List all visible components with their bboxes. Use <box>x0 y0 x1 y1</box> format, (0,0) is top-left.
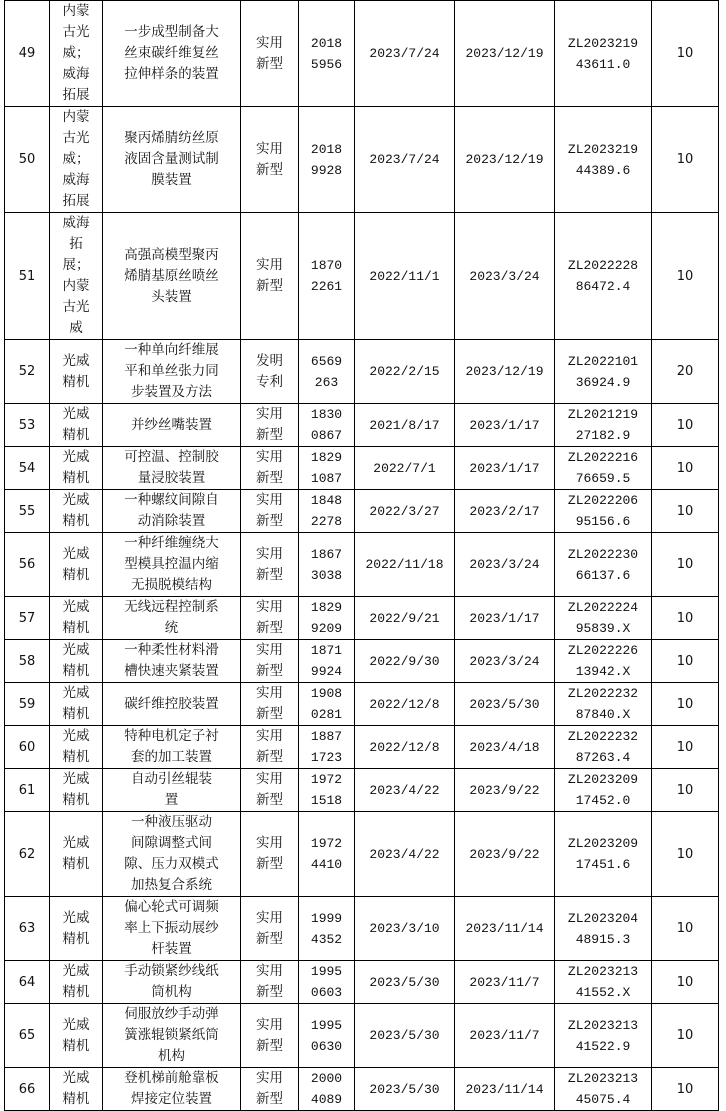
patent-name-cell: 一种螺纹间隙自 动消除装置 <box>103 490 241 533</box>
patent-name-cell: 碳纤维控胶装置 <box>103 683 241 726</box>
row-number-cell: 64 <box>5 961 50 1004</box>
fee-amount-cell: 10 <box>652 1004 719 1068</box>
application-date-cell: 2023/5/30 <box>355 1068 455 1111</box>
application-number-cell: 1829 9209 <box>299 597 355 640</box>
application-date-cell: 2022/9/30 <box>355 640 455 683</box>
patent-type-cell: 实用 新型 <box>241 404 299 447</box>
fee-amount-cell: 10 <box>652 640 719 683</box>
application-number-cell: 1999 4352 <box>299 897 355 961</box>
fee-amount-cell: 10 <box>652 213 719 340</box>
patent-name-cell: 伺服放纱手动弹 簧涨辊锁紧纸筒 机构 <box>103 1004 241 1068</box>
table-row <box>5 726 719 769</box>
fee-amount-cell: 10 <box>652 961 719 1004</box>
grant-date-cell: 2023/3/24 <box>455 533 555 597</box>
patent-holder-cell: 光威 精机 <box>50 404 103 447</box>
application-number-cell: 1867 3038 <box>299 533 355 597</box>
patent-type-cell: 实用 新型 <box>241 897 299 961</box>
grant-date-cell: 2023/11/14 <box>455 1068 555 1111</box>
table-row <box>5 533 719 597</box>
fee-amount-cell: 10 <box>652 769 719 812</box>
table-row <box>5 340 719 404</box>
patent-holder-cell: 光威 精机 <box>50 726 103 769</box>
patent-type-cell: 实用 新型 <box>241 533 299 597</box>
table-row <box>5 1 719 107</box>
patent-type-cell: 实用 新型 <box>241 640 299 683</box>
patent-type-cell: 实用 新型 <box>241 1 299 107</box>
patent-name-cell: 可控温、控制胶 量浸胶装置 <box>103 447 241 490</box>
table-row <box>5 961 719 1004</box>
certificate-number-cell: ZL2023219 44389.6 <box>555 107 652 213</box>
patent-type-cell: 实用 新型 <box>241 1068 299 1111</box>
patent-name-cell: 特种电机定子衬 套的加工装置 <box>103 726 241 769</box>
patent-holder-cell: 威海 拓 展； 内蒙 古光 威 <box>50 213 103 340</box>
patent-type-cell: 实用 新型 <box>241 812 299 897</box>
application-date-cell: 2023/4/22 <box>355 812 455 897</box>
table-row <box>5 404 719 447</box>
grant-date-cell: 2023/12/19 <box>455 340 555 404</box>
application-number-cell: 1995 0630 <box>299 1004 355 1068</box>
patent-name-cell: 高强高模型聚丙 烯腈基原丝喷丝 头装置 <box>103 213 241 340</box>
fee-amount-cell: 10 <box>652 533 719 597</box>
patent-type-cell: 实用 新型 <box>241 1004 299 1068</box>
patent-name-cell: 并纱丝嘴装置 <box>103 404 241 447</box>
patent-table <box>4 0 719 1111</box>
application-number-cell: 6569 263 <box>299 340 355 404</box>
table-row <box>5 683 719 726</box>
grant-date-cell: 2023/1/17 <box>455 404 555 447</box>
application-number-cell: 1972 1518 <box>299 769 355 812</box>
row-number-cell: 58 <box>5 640 50 683</box>
fee-amount-cell: 10 <box>652 107 719 213</box>
patent-holder-cell: 光威 精机 <box>50 447 103 490</box>
grant-date-cell: 2023/2/17 <box>455 490 555 533</box>
application-number-cell: 2018 5956 <box>299 1 355 107</box>
table-row <box>5 1004 719 1068</box>
patent-holder-cell: 光威 精机 <box>50 340 103 404</box>
application-number-cell: 2018 9928 <box>299 107 355 213</box>
application-number-cell: 1848 2278 <box>299 490 355 533</box>
row-number-cell: 56 <box>5 533 50 597</box>
application-date-cell: 2022/3/27 <box>355 490 455 533</box>
grant-date-cell: 2023/9/22 <box>455 769 555 812</box>
application-number-cell: 1871 9924 <box>299 640 355 683</box>
fee-amount-cell: 10 <box>652 812 719 897</box>
patent-type-cell: 实用 新型 <box>241 683 299 726</box>
patent-type-cell: 实用 新型 <box>241 597 299 640</box>
patent-type-cell: 实用 新型 <box>241 726 299 769</box>
patent-name-cell: 登机梯前舱靠板 焊接定位装置 <box>103 1068 241 1111</box>
patent-name-cell: 自动引丝辊装 置 <box>103 769 241 812</box>
certificate-number-cell: ZL2022216 76659.5 <box>555 447 652 490</box>
patent-holder-cell: 光威 精机 <box>50 683 103 726</box>
fee-amount-cell: 10 <box>652 683 719 726</box>
certificate-number-cell: ZL2022232 87840.X <box>555 683 652 726</box>
application-date-cell: 2022/2/15 <box>355 340 455 404</box>
grant-date-cell: 2023/3/24 <box>455 213 555 340</box>
grant-date-cell: 2023/1/17 <box>455 447 555 490</box>
grant-date-cell: 2023/11/7 <box>455 961 555 1004</box>
application-date-cell: 2023/5/30 <box>355 961 455 1004</box>
fee-amount-cell: 10 <box>652 404 719 447</box>
grant-date-cell: 2023/9/22 <box>455 812 555 897</box>
row-number-cell: 52 <box>5 340 50 404</box>
application-date-cell: 2023/5/30 <box>355 1004 455 1068</box>
table-row <box>5 490 719 533</box>
application-number-cell: 1829 1087 <box>299 447 355 490</box>
row-number-cell: 66 <box>5 1068 50 1111</box>
table-row <box>5 769 719 812</box>
application-date-cell: 2022/7/1 <box>355 447 455 490</box>
patent-holder-cell: 光威 精机 <box>50 897 103 961</box>
grant-date-cell: 2023/3/24 <box>455 640 555 683</box>
application-date-cell: 2022/12/8 <box>355 683 455 726</box>
certificate-number-cell: ZL2023213 41522.9 <box>555 1004 652 1068</box>
fee-amount-cell: 10 <box>652 1 719 107</box>
fee-amount-cell: 10 <box>652 726 719 769</box>
table-row <box>5 1068 719 1111</box>
grant-date-cell: 2023/1/17 <box>455 597 555 640</box>
patent-name-cell: 一种柔性材料滑 槽快速夹紧装置 <box>103 640 241 683</box>
grant-date-cell: 2023/12/19 <box>455 107 555 213</box>
patent-holder-cell: 光威 精机 <box>50 1068 103 1111</box>
table-row <box>5 447 719 490</box>
certificate-number-cell: ZL2023213 41552.X <box>555 961 652 1004</box>
certificate-number-cell: ZL2021219 27182.9 <box>555 404 652 447</box>
patent-table-body <box>5 1 719 1111</box>
patent-holder-cell: 光威 精机 <box>50 533 103 597</box>
application-date-cell: 2022/9/21 <box>355 597 455 640</box>
fee-amount-cell: 10 <box>652 897 719 961</box>
application-date-cell: 2023/4/22 <box>355 769 455 812</box>
row-number-cell: 50 <box>5 107 50 213</box>
row-number-cell: 63 <box>5 897 50 961</box>
fee-amount-cell: 10 <box>652 597 719 640</box>
patent-holder-cell: 内蒙 古光 威； 威海 拓展 <box>50 107 103 213</box>
application-date-cell: 2023/7/24 <box>355 1 455 107</box>
row-number-cell: 53 <box>5 404 50 447</box>
row-number-cell: 57 <box>5 597 50 640</box>
patent-type-cell: 实用 新型 <box>241 490 299 533</box>
certificate-number-cell: ZL2022101 36924.9 <box>555 340 652 404</box>
certificate-number-cell: ZL2023213 45075.4 <box>555 1068 652 1111</box>
application-number-cell: 1908 0281 <box>299 683 355 726</box>
table-row <box>5 213 719 340</box>
application-date-cell: 2022/11/18 <box>355 533 455 597</box>
certificate-number-cell: ZL2022230 66137.6 <box>555 533 652 597</box>
patent-type-cell: 实用 新型 <box>241 447 299 490</box>
patent-name-cell: 一种液压驱动 间隙调整式间 隙、压力双模式 加热复合系统 <box>103 812 241 897</box>
patent-type-cell: 实用 新型 <box>241 769 299 812</box>
patent-holder-cell: 内蒙 古光 威； 威海 拓展 <box>50 1 103 107</box>
application-number-cell: 1830 0867 <box>299 404 355 447</box>
patent-holder-cell: 光威 精机 <box>50 769 103 812</box>
row-number-cell: 51 <box>5 213 50 340</box>
application-date-cell: 2022/11/1 <box>355 213 455 340</box>
row-number-cell: 54 <box>5 447 50 490</box>
application-number-cell: 1995 0603 <box>299 961 355 1004</box>
patent-name-cell: 一种纤维缠绕大 型模具控温内缩 无损脱模结构 <box>103 533 241 597</box>
application-number-cell: 1972 4410 <box>299 812 355 897</box>
grant-date-cell: 2023/12/19 <box>455 1 555 107</box>
patent-name-cell: 偏心轮式可调频 率上下振动展纱 杆装置 <box>103 897 241 961</box>
patent-type-cell: 实用 新型 <box>241 961 299 1004</box>
application-date-cell: 2023/7/24 <box>355 107 455 213</box>
certificate-number-cell: ZL2022226 13942.X <box>555 640 652 683</box>
row-number-cell: 61 <box>5 769 50 812</box>
patent-holder-cell: 光威 精机 <box>50 490 103 533</box>
table-row <box>5 597 719 640</box>
patent-name-cell: 一步成型制备大 丝束碳纤维复丝 拉伸样条的装置 <box>103 1 241 107</box>
patent-holder-cell: 光威 精机 <box>50 1004 103 1068</box>
application-number-cell: 1870 2261 <box>299 213 355 340</box>
fee-amount-cell: 20 <box>652 340 719 404</box>
row-number-cell: 55 <box>5 490 50 533</box>
patent-holder-cell: 光威 精机 <box>50 812 103 897</box>
patent-name-cell: 无线远程控制系 统 <box>103 597 241 640</box>
row-number-cell: 65 <box>5 1004 50 1068</box>
grant-date-cell: 2023/4/18 <box>455 726 555 769</box>
row-number-cell: 59 <box>5 683 50 726</box>
application-date-cell: 2023/3/10 <box>355 897 455 961</box>
application-date-cell: 2021/8/17 <box>355 404 455 447</box>
certificate-number-cell: ZL2022206 95156.6 <box>555 490 652 533</box>
certificate-number-cell: ZL2022224 95839.X <box>555 597 652 640</box>
patent-name-cell: 手动锁紧纱线纸 筒机构 <box>103 961 241 1004</box>
row-number-cell: 60 <box>5 726 50 769</box>
table-row <box>5 897 719 961</box>
certificate-number-cell: ZL2022228 86472.4 <box>555 213 652 340</box>
application-date-cell: 2022/12/8 <box>355 726 455 769</box>
patent-type-cell: 实用 新型 <box>241 107 299 213</box>
grant-date-cell: 2023/11/14 <box>455 897 555 961</box>
row-number-cell: 49 <box>5 1 50 107</box>
row-number-cell: 62 <box>5 812 50 897</box>
application-number-cell: 2000 4089 <box>299 1068 355 1111</box>
certificate-number-cell: ZL2022232 87263.4 <box>555 726 652 769</box>
patent-type-cell: 实用 新型 <box>241 213 299 340</box>
patent-type-cell: 发明 专利 <box>241 340 299 404</box>
certificate-number-cell: ZL2023204 48915.3 <box>555 897 652 961</box>
fee-amount-cell: 10 <box>652 490 719 533</box>
grant-date-cell: 2023/11/7 <box>455 1004 555 1068</box>
fee-amount-cell: 10 <box>652 447 719 490</box>
certificate-number-cell: ZL2023209 17451.6 <box>555 812 652 897</box>
fee-amount-cell: 10 <box>652 1068 719 1111</box>
patent-holder-cell: 光威 精机 <box>50 961 103 1004</box>
patent-holder-cell: 光威 精机 <box>50 597 103 640</box>
application-number-cell: 1887 1723 <box>299 726 355 769</box>
certificate-number-cell: ZL2023209 17452.0 <box>555 769 652 812</box>
table-row <box>5 812 719 897</box>
patent-name-cell: 聚丙烯腈纺丝原 液固含量测试制 膜装置 <box>103 107 241 213</box>
table-row <box>5 107 719 213</box>
patent-holder-cell: 光威 精机 <box>50 640 103 683</box>
table-row <box>5 640 719 683</box>
certificate-number-cell: ZL2023219 43611.0 <box>555 1 652 107</box>
grant-date-cell: 2023/5/30 <box>455 683 555 726</box>
patent-name-cell: 一种单向纤维展 平和单丝张力同 步装置及方法 <box>103 340 241 404</box>
